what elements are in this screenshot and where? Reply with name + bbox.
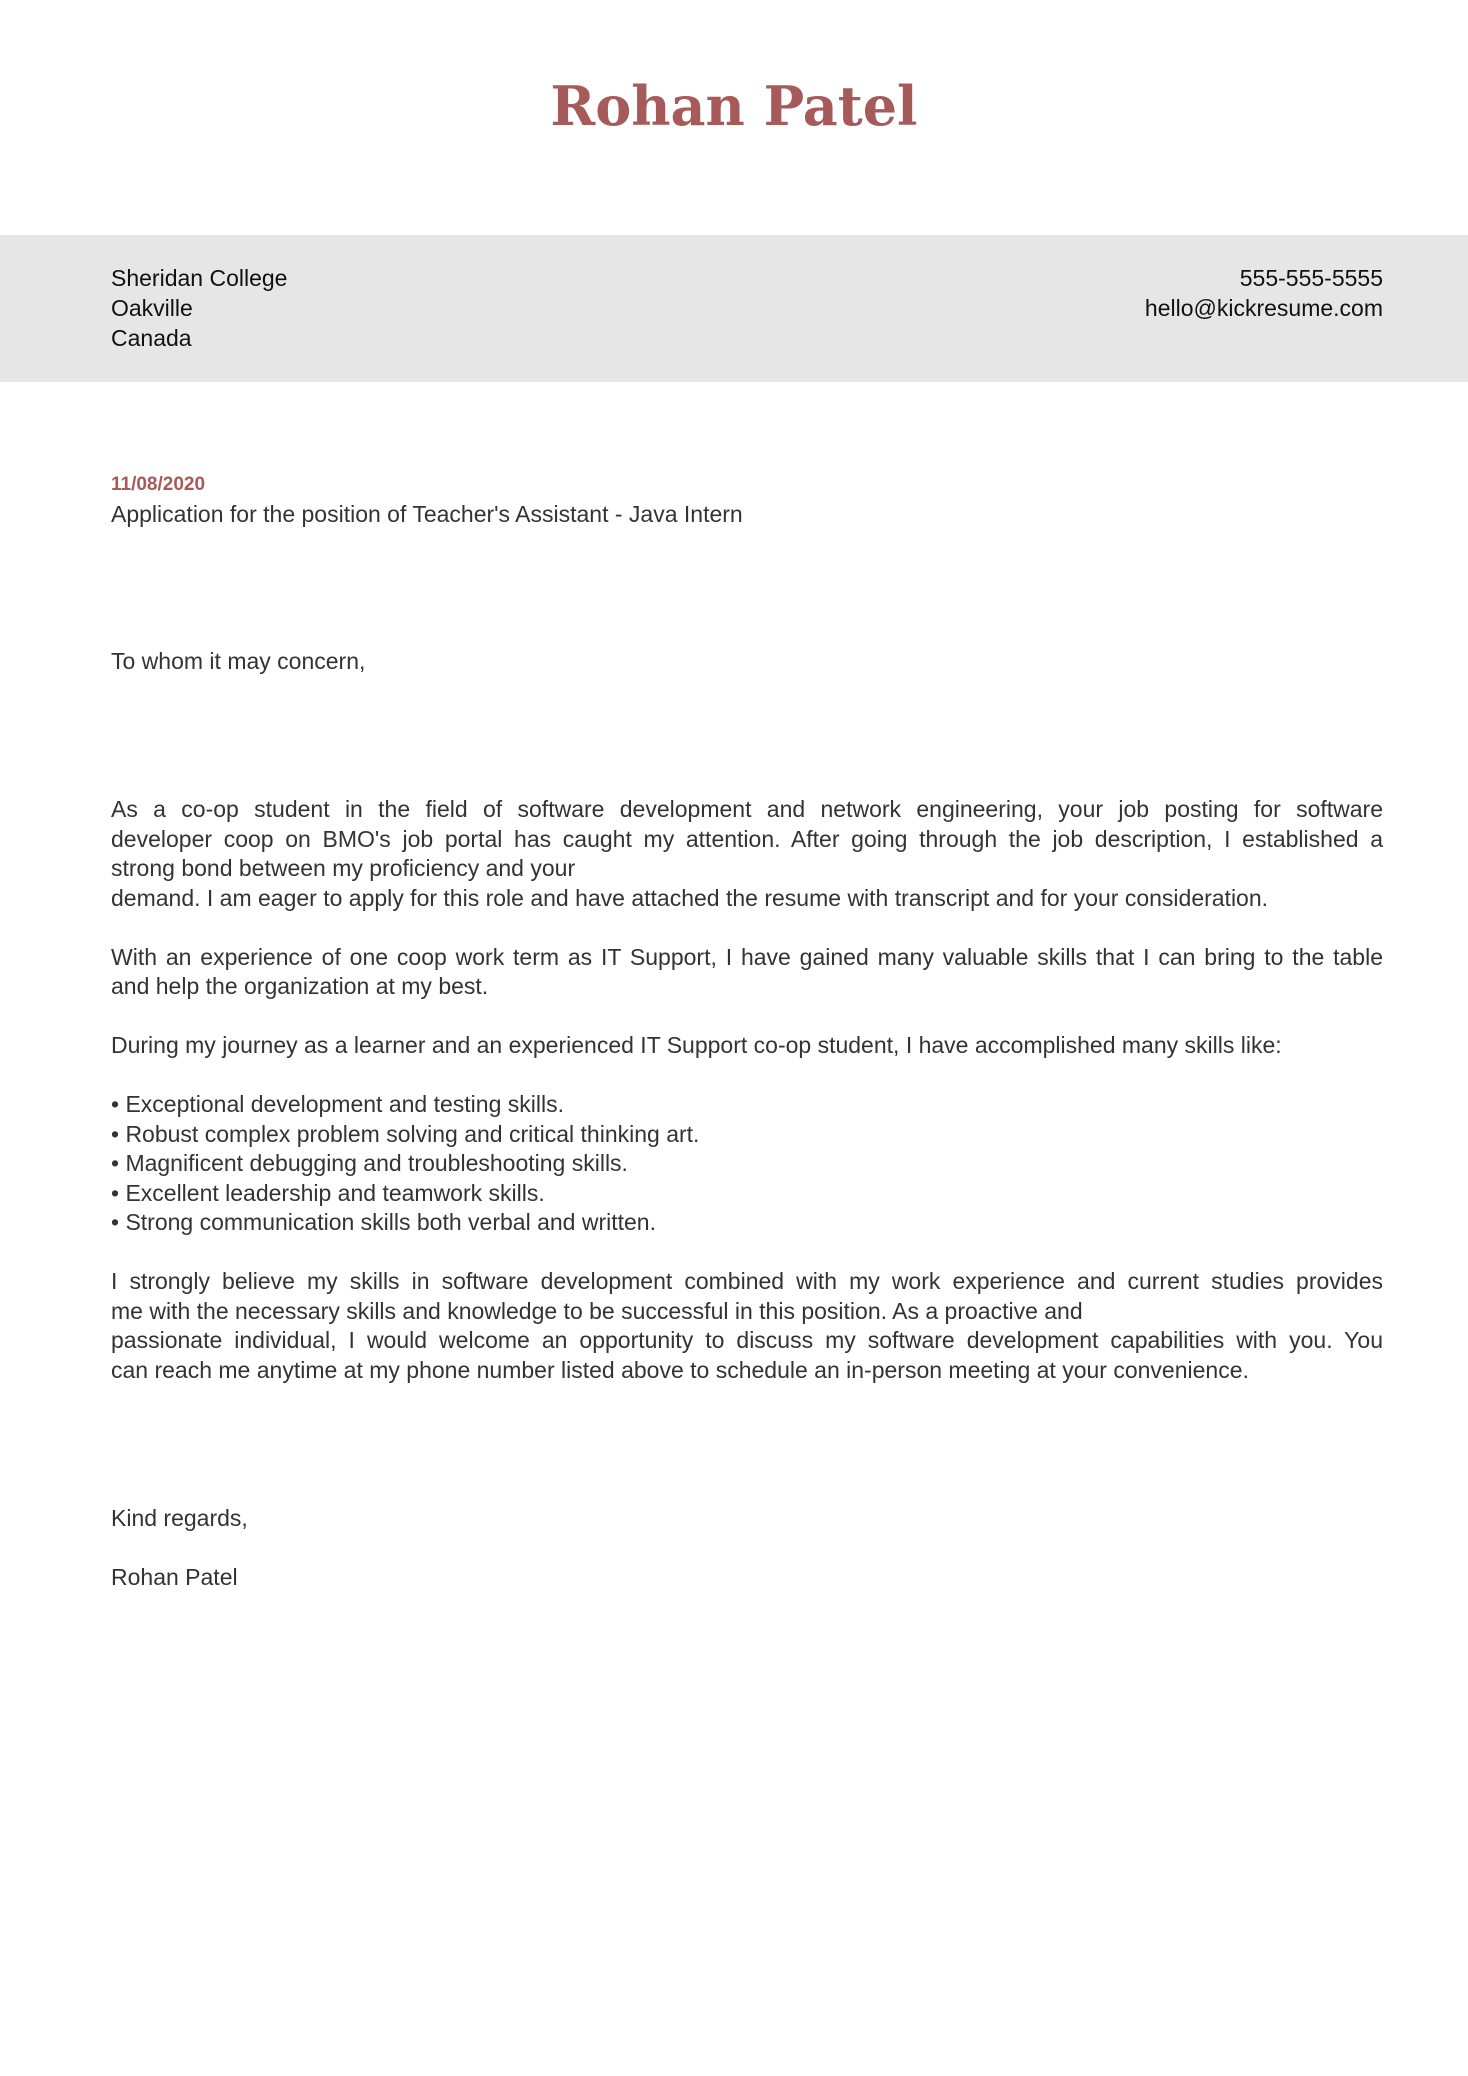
letter-date: 11/08/2020: [111, 474, 206, 495]
phone-number: 555-555-5555: [1239, 265, 1383, 291]
paragraph-skills-intro: [111, 1031, 1383, 1061]
paragraph-line: I strongly believe my skills in software development combined with my work experience and current studies provides: [111, 1268, 1383, 1294]
skills-list: [111, 1090, 1383, 1238]
contact-band: [0, 235, 1468, 382]
letter-signature: Rohan Patel: [111, 1564, 238, 1590]
letter-body: [111, 795, 1383, 1415]
paragraph-line: me with the necessary skills and knowledge to be successful in this position. As a proactive and: [111, 1297, 1083, 1324]
paragraph-line: developer coop on BMO's job portal has caught my attention. After going through the job description, I established a: [111, 825, 1383, 852]
paragraph-line: With an experience of one coop work term as IT Support, I have gained many valuable skills that I can bring to the table: [111, 943, 1383, 970]
paragraph-line: strong bond between my proficiency and your: [111, 855, 576, 881]
paragraph-experience: [111, 943, 1383, 1002]
skill-item: • Magnificent debugging and troubleshooting skills.: [111, 1150, 628, 1176]
letter-subject: Application for the position of Teacher's Assistant - Java Intern: [111, 501, 743, 527]
paragraph-line: During my journey as a learner and an experienced IT Support co-op student, I have accomplished many skills like:: [111, 1032, 1282, 1058]
applicant-name: Rohan Patel: [550, 74, 918, 138]
paragraph-line: can reach me anytime at my phone number listed above to schedule an in-person meeting at your convenience.: [111, 1356, 1249, 1383]
address-line-country: Canada: [111, 325, 192, 351]
paragraph-line: As a co-op student in the field of software development and network engineering, your job posting for software: [111, 796, 1383, 822]
address-line-city: Oakville: [111, 295, 193, 321]
skill-item: • Excellent leadership and teamwork skills.: [111, 1179, 545, 1206]
paragraph-line: demand. I am eager to apply for this role and have attached the resume with transcript and for your consideration.: [111, 884, 1269, 911]
address-block: [111, 263, 287, 353]
paragraph-line: and help the organization at my best.: [111, 973, 489, 999]
skill-item: • Exceptional development and testing skills.: [111, 1091, 564, 1117]
paragraph-line: passionate individual, I would welcome an opportunity to discuss my software development capabilities with you. You: [111, 1327, 1383, 1353]
skill-item: • Strong communication skills both verbal and written.: [111, 1209, 656, 1235]
contact-details: [1145, 263, 1383, 323]
paragraph-conclusion: [111, 1267, 1383, 1385]
letter-greeting: To whom it may concern,: [111, 648, 366, 674]
email-address: hello@kickresume.com: [1144, 295, 1383, 321]
paragraph-intro: [111, 795, 1383, 913]
skill-item: • Robust complex problem solving and critical thinking art.: [111, 1120, 700, 1147]
address-line-school: Sheridan College: [111, 265, 288, 291]
letter-closing: Kind regards,: [111, 1505, 248, 1531]
